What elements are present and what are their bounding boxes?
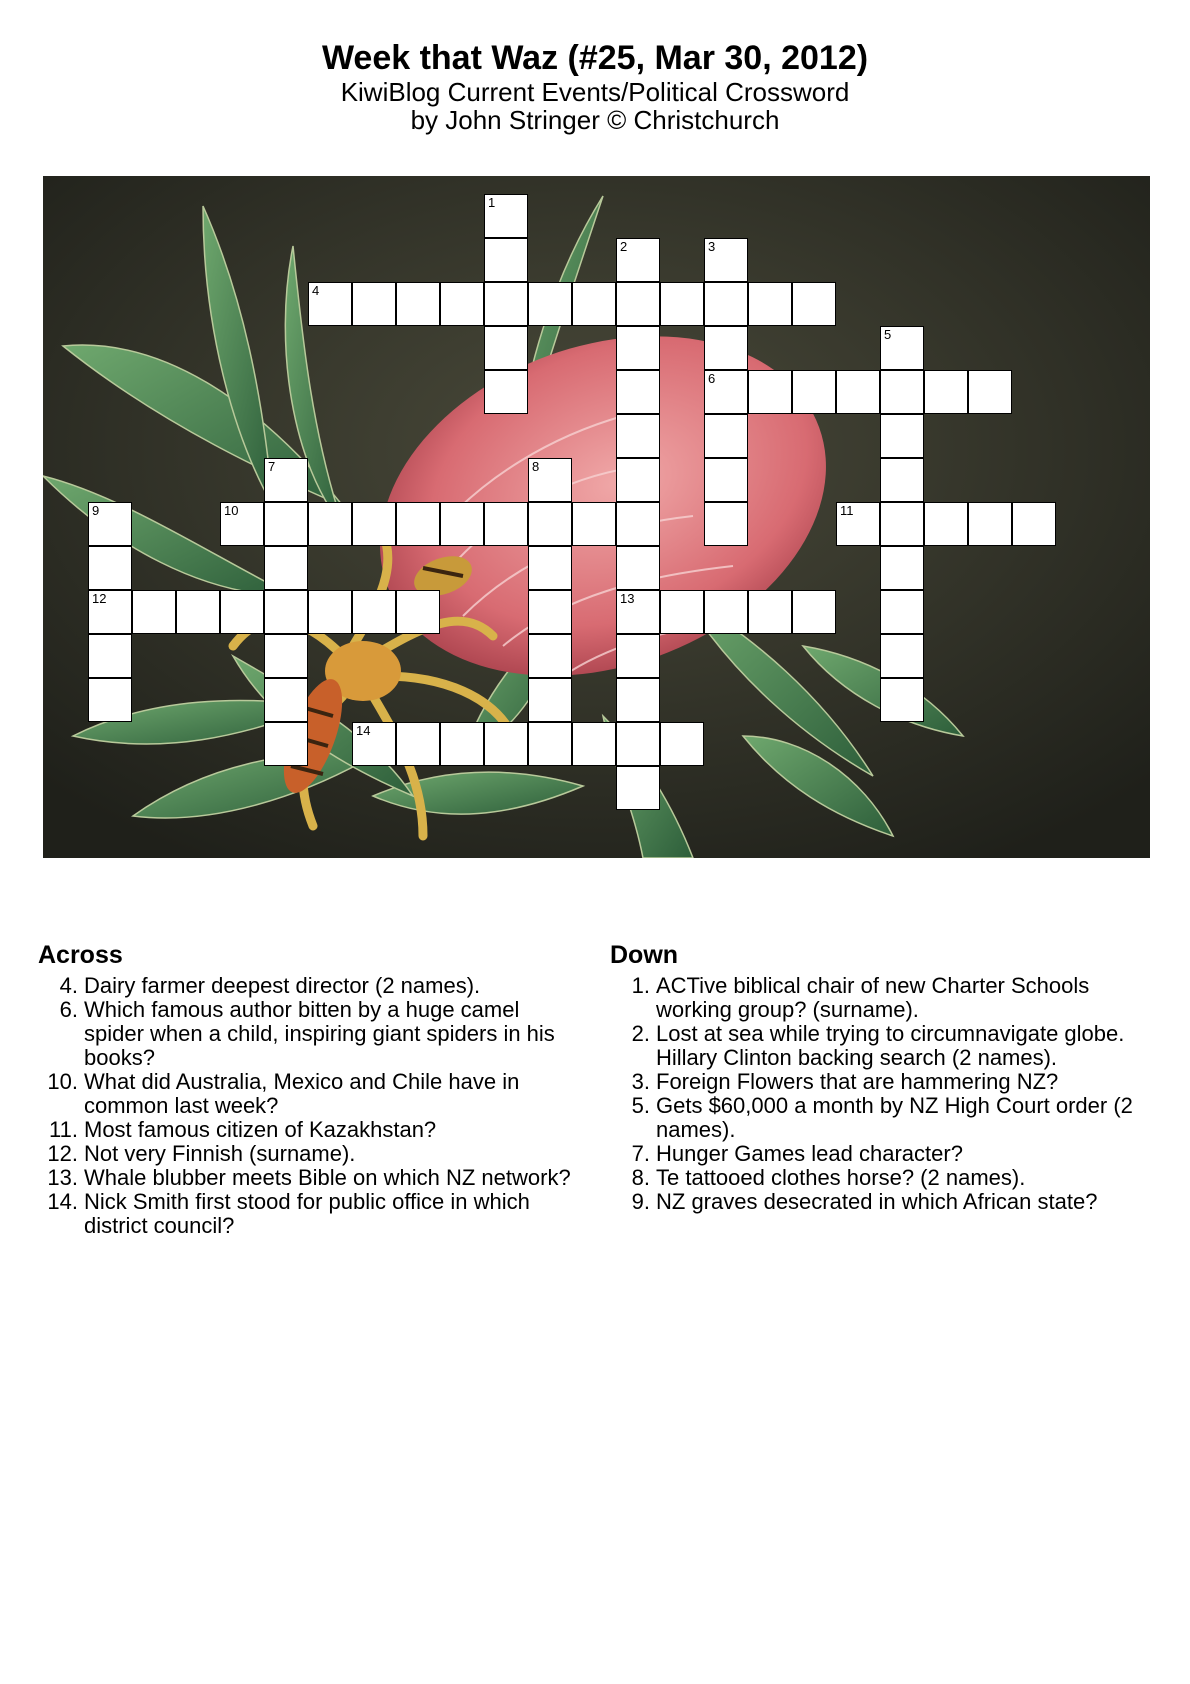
grid-cell[interactable]: [264, 458, 308, 502]
grid-cell[interactable]: [308, 282, 352, 326]
grid-cell[interactable]: [176, 590, 220, 634]
grid-cell[interactable]: [792, 590, 836, 634]
grid-cell[interactable]: [396, 282, 440, 326]
grid-cell[interactable]: [528, 590, 572, 634]
grid-cell[interactable]: [704, 370, 748, 414]
grid-cell[interactable]: [616, 678, 660, 722]
clue-number: 7.: [631, 1141, 650, 1166]
clue-text: Dairy farmer deepest director (2 names).: [84, 973, 481, 998]
down-clues: [610, 940, 1170, 1214]
clue-item: [38, 1118, 578, 1142]
grid-cell[interactable]: [528, 546, 572, 590]
clue-item: [38, 1166, 578, 1190]
clue-text: Hunger Games lead character?: [656, 1141, 963, 1166]
clue-item: [610, 1070, 1170, 1094]
clue-text: Te tattooed clothes horse? (2 names).: [656, 1165, 1026, 1190]
grid-cell[interactable]: [704, 458, 748, 502]
grid-cell[interactable]: [396, 502, 440, 546]
grid-cell[interactable]: [484, 326, 528, 370]
clue-number: 2.: [631, 1021, 650, 1046]
grid-cell[interactable]: [440, 722, 484, 766]
grid-cell[interactable]: [484, 282, 528, 326]
clue-text: Foreign Flowers that are hammering NZ?: [656, 1069, 1059, 1094]
grid-cell[interactable]: [308, 590, 352, 634]
grid-cell[interactable]: [616, 634, 660, 678]
puzzle-title: Week that Waz (#25, Mar 30, 2012): [321, 39, 869, 77]
clue-item: [610, 1190, 1170, 1214]
grid-clue-number: 11: [840, 503, 854, 518]
grid-cell[interactable]: [880, 502, 924, 546]
grid-cell[interactable]: [880, 326, 924, 370]
grid-cell[interactable]: [528, 282, 572, 326]
clue-number: 14.: [47, 1189, 78, 1214]
clue-number: 13.: [47, 1165, 78, 1190]
grid-cell[interactable]: [308, 502, 352, 546]
clue-text: Lost at sea while trying to circumnavigate globe. Hillary Clinton backing search (2 names).: [656, 1021, 1125, 1070]
clue-item: [38, 998, 578, 1070]
grid-cell[interactable]: [528, 722, 572, 766]
grid-cell[interactable]: [748, 282, 792, 326]
grid-cell[interactable]: [264, 722, 308, 766]
grid-cell[interactable]: [880, 370, 924, 414]
clue-number: 10.: [47, 1069, 78, 1094]
down-heading: Down: [610, 941, 679, 969]
grid-cell[interactable]: [440, 282, 484, 326]
grid-cell[interactable]: [440, 502, 484, 546]
grid-cell[interactable]: [572, 502, 616, 546]
clue-number: 1.: [631, 973, 650, 998]
clue-item: [610, 1022, 1170, 1070]
grid-cell[interactable]: [220, 590, 264, 634]
grid-cell[interactable]: [1012, 502, 1056, 546]
clue-item: [38, 1190, 578, 1238]
grid-cell[interactable]: [88, 634, 132, 678]
grid-clue-number: 13: [620, 591, 635, 606]
clue-item: [38, 974, 578, 998]
grid-cell[interactable]: [792, 282, 836, 326]
grid-cell[interactable]: [352, 722, 396, 766]
grid-cell[interactable]: [660, 590, 704, 634]
grid-cell[interactable]: [572, 282, 616, 326]
grid-cell[interactable]: [352, 282, 396, 326]
grid-cell[interactable]: [704, 238, 748, 282]
down-clue-list: [610, 974, 1170, 1214]
grid-cell[interactable]: [352, 590, 396, 634]
grid-cell[interactable]: [836, 370, 880, 414]
grid-clue-number: 4: [312, 283, 320, 298]
grid-cell[interactable]: [748, 590, 792, 634]
clue-item: [38, 1142, 578, 1166]
grid-cell[interactable]: [484, 238, 528, 282]
grid-cell[interactable]: [88, 546, 132, 590]
grid-clue-number: 10: [224, 503, 239, 518]
grid-cell[interactable]: [616, 458, 660, 502]
grid-cell[interactable]: [704, 590, 748, 634]
grid-cell[interactable]: [704, 282, 748, 326]
clue-text: Which famous author bitten by a huge camel spider when a child, inspiring giant spiders in his books?: [84, 997, 555, 1070]
clue-item: [610, 1094, 1170, 1142]
grid-cell[interactable]: [616, 546, 660, 590]
grid-cell[interactable]: [968, 370, 1012, 414]
grid-cell[interactable]: [264, 546, 308, 590]
grid-cell[interactable]: [880, 634, 924, 678]
grid-cell[interactable]: [396, 722, 440, 766]
across-heading: Across: [38, 941, 123, 969]
clue-text: What did Australia, Mexico and Chile have in common last week?: [84, 1069, 520, 1118]
clue-item: [610, 974, 1170, 1022]
puzzle-subtitle: KiwiBlog Current Events/Political Crossword: [340, 77, 850, 107]
grid-clue-number: 1: [488, 195, 496, 210]
grid-cell[interactable]: [704, 414, 748, 458]
grid-cell[interactable]: [880, 590, 924, 634]
grid-cell[interactable]: [264, 590, 308, 634]
puzzle-header: [0, 38, 1190, 134]
clue-item: [610, 1142, 1170, 1166]
clue-text: ACTive biblical chair of new Charter Schools working group? (surname).: [656, 973, 1090, 1022]
grid-cell[interactable]: [616, 590, 660, 634]
grid-clue-number: 8: [532, 459, 540, 474]
grid-cell[interactable]: [88, 590, 132, 634]
clue-number: 8.: [631, 1165, 650, 1190]
grid-cell[interactable]: [352, 502, 396, 546]
grid-cell[interactable]: [924, 370, 968, 414]
puzzle-byline: by John Stringer © Christchurch: [410, 105, 780, 135]
clue-number: 5.: [631, 1093, 650, 1118]
grid-clue-number: 7: [268, 459, 276, 474]
clue-number: 4.: [59, 973, 78, 998]
grid-clue-number: 5: [884, 327, 892, 342]
grid-clue-number: 2: [620, 239, 628, 254]
grid-cell[interactable]: [748, 370, 792, 414]
grid-cell[interactable]: [572, 722, 616, 766]
clue-number: 3.: [631, 1069, 650, 1094]
grid-cell[interactable]: [484, 502, 528, 546]
across-clues: [38, 940, 578, 1238]
grid-cell[interactable]: [704, 502, 748, 546]
grid-cell[interactable]: [616, 502, 660, 546]
grid-cell[interactable]: [616, 238, 660, 282]
clue-item: [610, 1166, 1170, 1190]
grid-cell[interactable]: [880, 458, 924, 502]
grid-cell[interactable]: [88, 678, 132, 722]
grid-cell[interactable]: [88, 502, 132, 546]
grid-cell[interactable]: [616, 414, 660, 458]
grid-cell[interactable]: [264, 634, 308, 678]
grid-cell[interactable]: [132, 590, 176, 634]
grid-cell[interactable]: [880, 414, 924, 458]
clue-number: 11.: [49, 1117, 78, 1142]
grid-cell[interactable]: [792, 370, 836, 414]
grid-cell[interactable]: [660, 722, 704, 766]
clue-text: NZ graves desecrated in which African state?: [656, 1189, 1098, 1214]
grid-cell[interactable]: [880, 678, 924, 722]
grid-cell[interactable]: [484, 194, 528, 238]
grid-cell[interactable]: [616, 722, 660, 766]
grid-clue-number: 9: [92, 503, 100, 518]
clue-item: [38, 1070, 578, 1118]
grid-cell[interactable]: [264, 678, 308, 722]
grid-cell[interactable]: [484, 722, 528, 766]
grid-clue-number: 14: [356, 723, 371, 738]
clue-number: 9.: [631, 1189, 650, 1214]
grid-cell[interactable]: [484, 370, 528, 414]
clue-number: 6.: [59, 997, 78, 1022]
grid-cell[interactable]: [528, 502, 572, 546]
grid-cell[interactable]: [616, 282, 660, 326]
grid-cell[interactable]: [836, 502, 880, 546]
grid-cell[interactable]: [660, 282, 704, 326]
grid-cell[interactable]: [616, 326, 660, 370]
grid-cell[interactable]: [528, 634, 572, 678]
grid-cell[interactable]: [968, 502, 1012, 546]
clue-text: Gets $60,000 a month by NZ High Court order (2 names).: [656, 1093, 1133, 1142]
grid-clue-number: 6: [708, 371, 716, 386]
grid-clue-number: 12: [92, 591, 107, 606]
clue-text: Not very Finnish (surname).: [84, 1141, 356, 1166]
clue-text: Nick Smith first stood for public office in which district council?: [84, 1189, 530, 1238]
grid-cell[interactable]: [616, 370, 660, 414]
across-clue-list: [38, 974, 578, 1238]
grid-cell[interactable]: [880, 546, 924, 590]
grid-clue-number: 3: [708, 239, 716, 254]
grid-cell[interactable]: [264, 502, 308, 546]
grid-cell[interactable]: [528, 678, 572, 722]
grid-cell[interactable]: [396, 590, 440, 634]
grid-cell[interactable]: [220, 502, 264, 546]
grid-cell[interactable]: [616, 766, 660, 810]
clue-text: Whale blubber meets Bible on which NZ network?: [84, 1165, 571, 1190]
clue-number: 12.: [47, 1141, 78, 1166]
grid-cell[interactable]: [924, 502, 968, 546]
grid-cell[interactable]: [528, 458, 572, 502]
clue-text: Most famous citizen of Kazakhstan?: [84, 1117, 437, 1142]
grid-cell[interactable]: [704, 326, 748, 370]
